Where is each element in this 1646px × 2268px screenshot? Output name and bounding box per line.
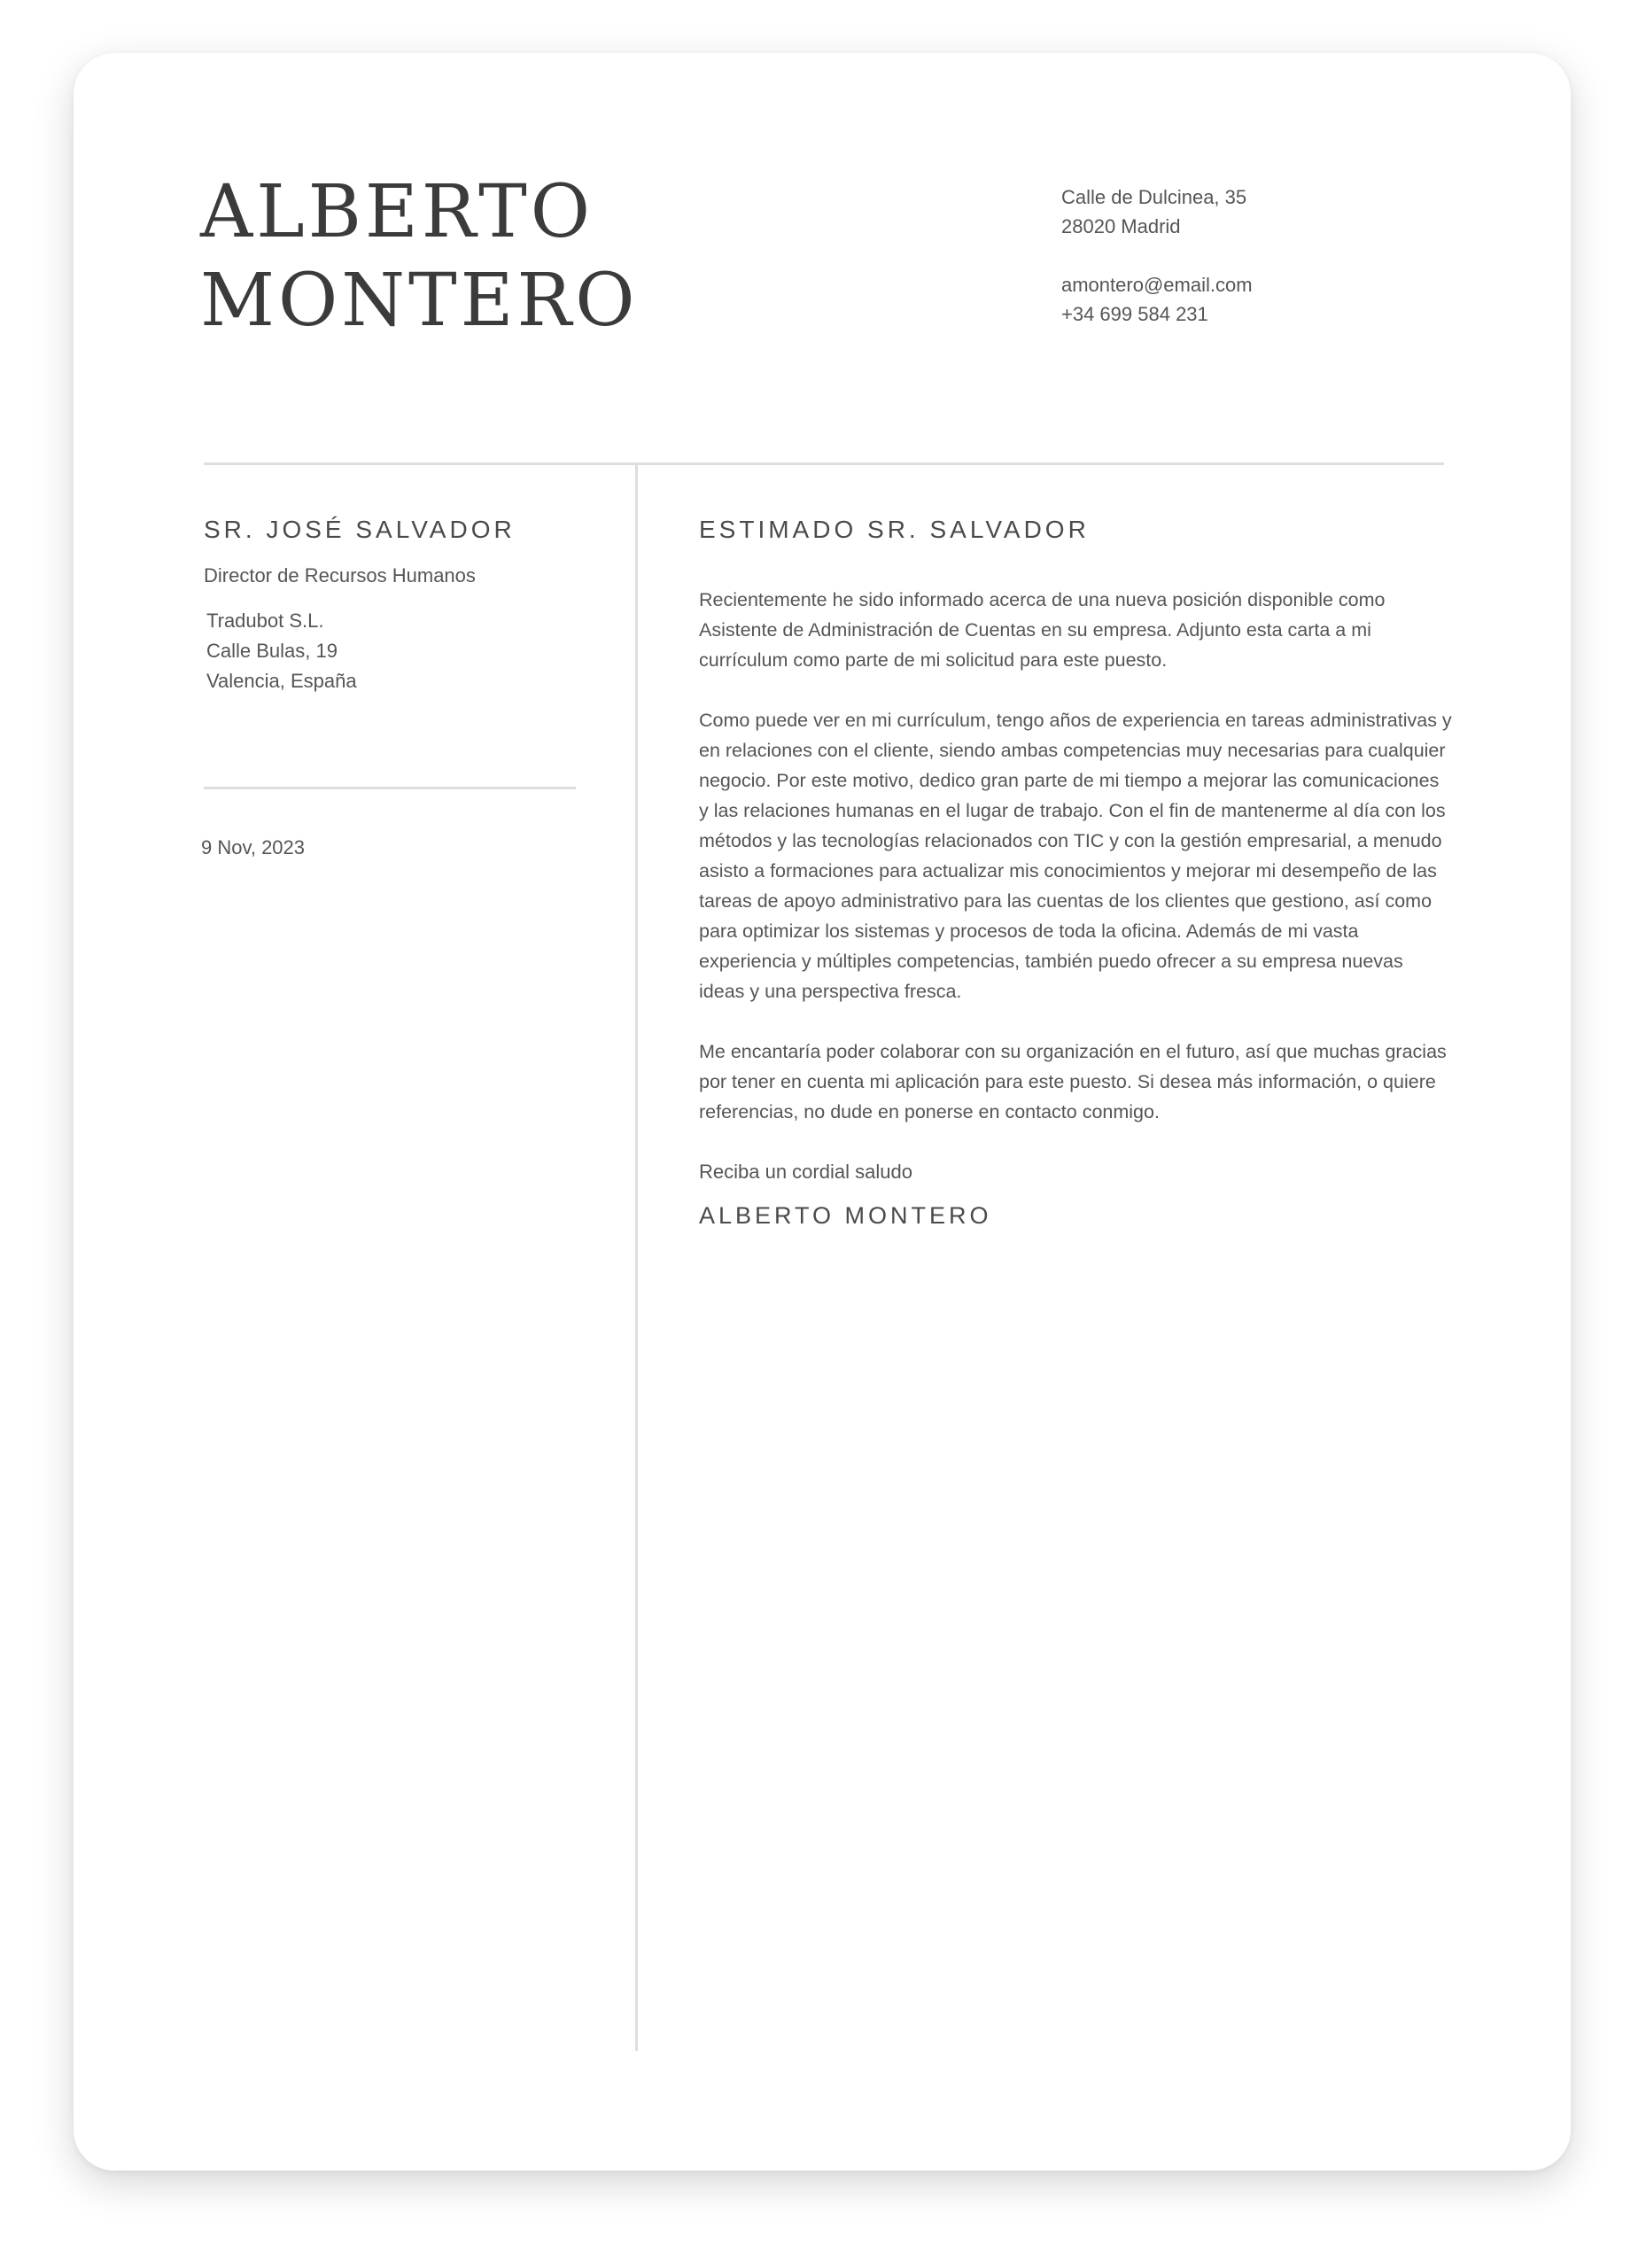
- recipient-name: SR. JOSÉ SALVADOR: [204, 516, 516, 543]
- contact-spacer: [1061, 241, 1253, 270]
- sender-city: 28020 Madrid: [1061, 215, 1181, 237]
- letter-signature: ALBERTO MONTERO: [699, 1202, 992, 1229]
- recipient-title: Director de Recursos Humanos: [204, 564, 476, 586]
- sender-street: Calle de Dulcinea, 35: [1061, 186, 1247, 208]
- recipient-divider: [204, 787, 576, 789]
- letter-date: 9 Nov, 2023: [201, 836, 306, 858]
- sender-first-name: ALBERTO: [200, 170, 594, 254]
- sender-last-name: MONTERO: [200, 259, 639, 343]
- letter-paragraph-1: Recientemente he sido informado acerca de una nueva posición disponible como Asistente de Administración de Cuentas en su empresa. Adjunto esta carta a mi currículum como parte de mi solicitud para este puesto.: [699, 589, 1386, 671]
- letter-paragraph-3: Me encantaría poder colaborar con su organización en el futuro, así que muchas gracias por tener en cuenta mi aplicación para este puesto. Si desea más información, o quiere referencias, no dude en ponerse en contacto conmigo.: [699, 1041, 1447, 1122]
- letter-paragraph-2: Como puede ver en mi currículum, tengo años de experiencia en tareas administrativas y en relaciones con el cliente, siendo ambas competencias muy necesarias para cualquier negocio. Por este motivo, dedico gran parte de mi tiempo a mejorar las comunicaciones y las relaciones humanas en el lugar de trabajo. Con el fin de mantenerme al día con los métodos y las tecnologías relacionados con TIC y con la gestión empresarial, a menudo asisto a formaciones para actualizar mis conocimientos y mejorar mi desempeño de las tareas de apoyo administrativo para las cuentas de los clientes que gestiono, así como para optimizar los sistemas y procesos de toda la oficina. Además de mi vasta experiencia y múltiples competencias, también puedo ofrecer a su empresa nuevas ideas y una perspectiva fresca.: [699, 710, 1452, 1002]
- column-divider: [635, 465, 638, 2051]
- recipient-company: Tradubot S.L.: [206, 610, 324, 632]
- recipient-address: [204, 606, 594, 696]
- sender-name: [200, 168, 638, 346]
- sender-phone: +34 699 584 231: [1061, 303, 1208, 325]
- letter-body: [699, 512, 1452, 1233]
- sender-email: amontero@email.com: [1061, 274, 1253, 296]
- recipient-block: [204, 512, 594, 696]
- recipient-city: Valencia, España: [206, 670, 357, 692]
- letter-salutation: ESTIMADO SR. SALVADOR: [699, 516, 1090, 543]
- letter-closing: Reciba un cordial saludo: [699, 1161, 912, 1183]
- header-divider: [204, 462, 1444, 465]
- sender-contact: [1061, 183, 1253, 329]
- letter-page: [74, 53, 1571, 2171]
- recipient-street: Calle Bulas, 19: [206, 640, 338, 662]
